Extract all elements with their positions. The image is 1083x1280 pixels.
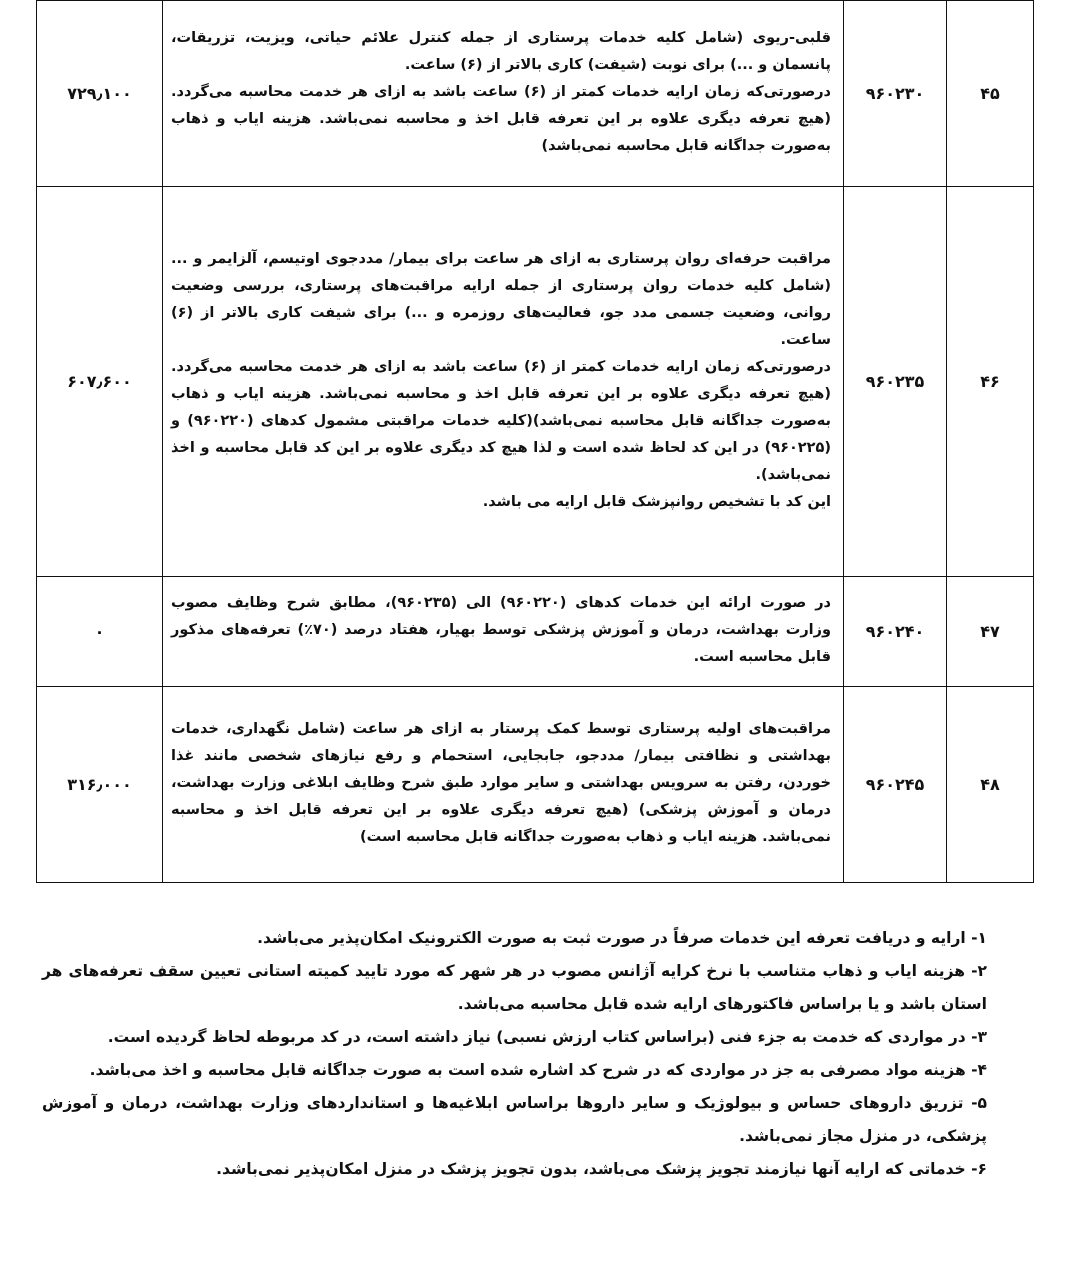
footnote: ۱- ارایه و دریافت تعرفه این خدمات صرفاً در صورت ثبت به صورت الکترونیک امکان‌پذیر می‌باشد. [257,929,987,947]
footnotes [42,922,987,1186]
service-code: ۹۶۰۲۳۰ [844,1,947,187]
tariff-price: ۷۲۹٫۱۰۰ [37,1,163,187]
tariff-table [36,0,1034,883]
footnote: ۳- در مواردی که خدمت به جزء فنی (براساس کتاب ارزش نسبی) نیاز داشته است، در کد مربوطه لحاظ گردیده است. [107,1028,987,1046]
service-code: ۹۶۰۲۴۰ [844,577,947,687]
table-row [37,1,1034,187]
footnote: ۵- تزریق داروهای حساس و بیولوژیک و سایر داروها براساس ابلاغیه‌ها و استانداردهای وزارت بهداشت، درمان و آموزش پزشکی، در منزل مجاز نمی‌باشد. [42,1094,987,1145]
row-number: ۴۸ [947,687,1034,883]
tariff-price: ۰ [37,577,163,687]
row-number: ۴۶ [947,187,1034,577]
description-text: در صورت ارائه این خدمات کدهای (۹۶۰۲۲۰) الی (۹۶۰۲۳۵)، مطابق شرح وظایف مصوب وزارت بهداشت، درمان و آموزش پزشکی توسط بهیار، هفتاد درصد (۷۰٪) تعرفه‌های مذکور قابل محاسبه است. [171,595,831,665]
service-code: ۹۶۰۲۳۵ [844,187,947,577]
footnote: ۲- هزینه ایاب و ذهاب متناسب با نرخ کرایه آژانس مصوب در هر شهر که مورد تایید کمیته استانی تعیین سقف تعرفه‌های هر استان باشد و یا براساس فاکتورهای ارایه شده قابل محاسبه می‌باشد. [42,962,987,1013]
table-row [37,577,1034,687]
description-text: مراقبت‌های اولیه پرستاری توسط کمک پرستار به ازای هر ساعت (شامل نگهداری، خدمات بهداشتی و نظافتی بیمار/ مددجو، جابجایی، استحمام و رفع نیازهای شخصی مانند غذا خوردن، رفتن به سرویس بهداشتی و سایر موارد طبق شرح وظایف ابلاغی وزارت بهداشت، درمان و آموزش پزشکی) (هیچ تعرفه دیگری علاوه بر این تعرفه قابل اخذ و محاسبه نمی‌باشد. هزینه ایاب و ذهاب به‌صورت جداگانه قابل محاسبه است) [171,721,831,845]
row-number: ۴۵ [947,1,1034,187]
tariff-price: ۶۰۷٫۶۰۰ [37,187,163,577]
footnote: ۴- هزینه مواد مصرفی به جز در مواردی که در شرح کد اشاره شده است به صورت جداگانه قابل محاسبه و اخذ می‌باشد. [89,1061,987,1079]
description-text: مراقبت حرفه‌ای روان پرستاری به ازای هر ساعت برای بیمار/ مددجوی اوتیسم، آلزایمر و ... (شامل کلیه خدمات روان پرستاری از جمله ارایه مراقبت‌های پرستاری، بررسی وضعیت روانی، وضعیت جسمی مدد جو، فعالیت‌های روزمره و ...) برای شیفت کاری بالاتر از (۶) ساعت. درصورتی‌که زمان ارایه خدمات کمتر از (۶) ساعت باشد به ازای هر خدمت محاسبه می‌گردد. (هیچ تعرفه دیگری علاوه بر این تعرفه قابل اخذ و محاسبه نمی‌باشد. هزینه ایاب و ذهاب به‌صورت جداگانه قابل محاسبه نمی‌باشد)(کلیه خدمات مراقبتی مشمول کدهای (۹۶۰۲۲۰) و (۹۶۰۲۲۵) در این کد لحاظ شده است و لذا هیچ کد دیگری علاوه بر این کد قابل محاسبه و اخذ نمی‌باشد). این کد با تشخیص روانپزشک قابل ارایه می باشد. [171,250,831,510]
row-number: ۴۷ [947,577,1034,687]
service-description [163,187,844,577]
tariff-price: ۳۱۶٫۰۰۰ [37,687,163,883]
service-description [163,577,844,687]
table-row [37,687,1034,883]
service-description [163,1,844,187]
footnote: ۶- خدماتی که ارایه آنها نیازمند تجویز پزشک می‌باشد، بدون تجویز پزشک در منزل امکان‌پذیر نمی‌باشد. [216,1160,987,1178]
description-text: قلبی-ریوی (شامل کلیه خدمات پرستاری از جمله کنترل علائم حیاتی، ویزیت، تزریقات، پانسمان و ...) برای نوبت (شیفت) کاری بالاتر از (۶) ساعت. درصورتی‌که زمان ارایه خدمات کمتر از (۶) ساعت باشد به ازای هر خدمت محاسبه می‌گردد. (هیچ تعرفه دیگری علاوه بر این تعرفه قابل اخذ و محاسبه نمی‌باشد. هزینه ایاب و ذهاب به‌صورت جداگانه قابل محاسبه نمی‌باشد) [171,30,831,154]
table-row [37,187,1034,577]
service-description [163,687,844,883]
service-code: ۹۶۰۲۴۵ [844,687,947,883]
